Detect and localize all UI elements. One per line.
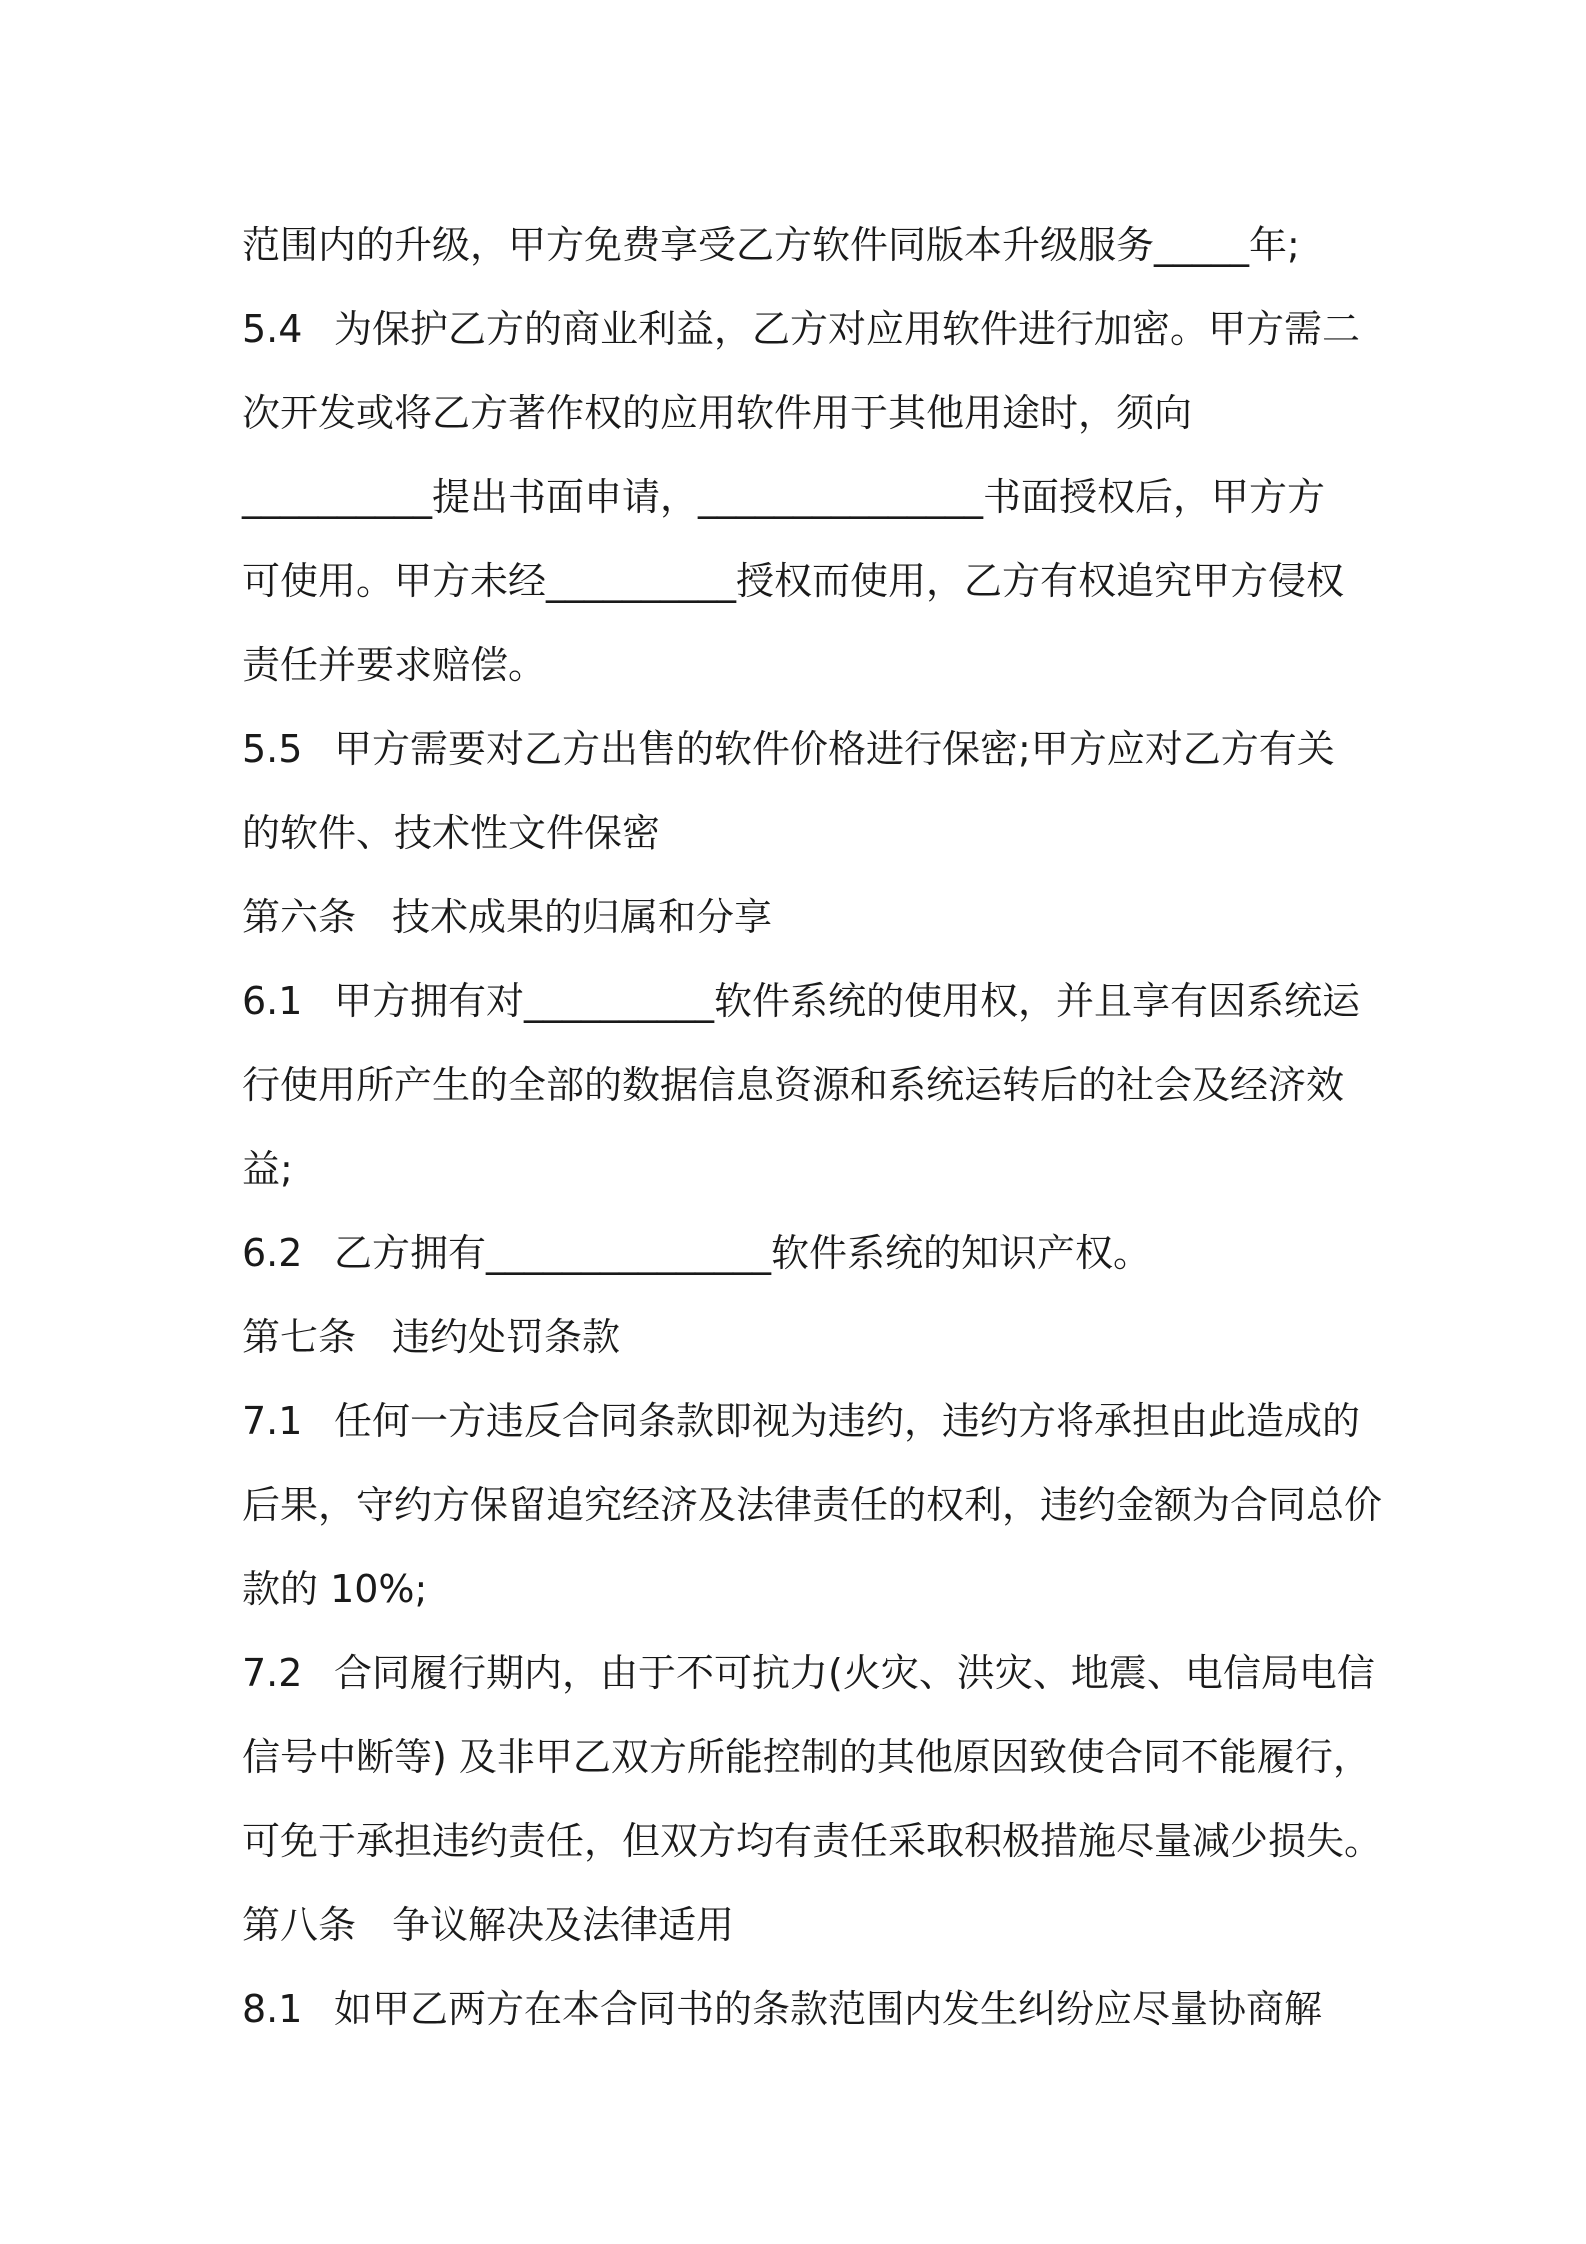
clause-6-1 [242, 959, 1362, 1043]
text-line [242, 623, 1362, 707]
line-text: __________提出书面申请，_______________书面授权后，甲方方 [242, 475, 1326, 519]
article-number: 第六条 [242, 895, 357, 939]
line-text: 信号中断等) 及非甲乙双方所能控制的其他原因致使合同不能履行， [242, 1735, 1371, 1779]
line-text: 合同履行期内，由于不可抗力(火灾、洪灾、地震、电信局电信 [334, 1651, 1375, 1695]
line-text: 为保护乙方的商业利益，乙方对应用软件进行加密。甲方需二 [334, 307, 1361, 351]
article-title: 技术成果的归属和分享 [392, 895, 773, 939]
clause-number: 5.4 [242, 307, 303, 351]
contract-text [242, 203, 1383, 2051]
clause-number: 5.5 [242, 727, 303, 771]
line-text: 任何一方违反合同条款即视为违约，违约方将承担由此造成的 [334, 1399, 1361, 1443]
line-text: 可免于承担违约责任，但双方均有责任采取积极措施尽量减少损失。 [242, 1819, 1383, 1863]
text-line [242, 1547, 1362, 1631]
line-text: 款的 10%; [242, 1567, 428, 1611]
article-heading-7 [242, 1295, 1362, 1379]
text-line [242, 1715, 1371, 1799]
article-title: 违约处罚条款 [392, 1315, 621, 1359]
clause-number: 6.1 [242, 979, 303, 1023]
line-text: 的软件、技术性文件保密 [242, 811, 661, 855]
clause-number: 7.1 [242, 1399, 303, 1443]
article-title: 争议解决及法律适用 [392, 1903, 735, 1947]
line-text: 益; [242, 1147, 293, 1191]
line-text: 责任并要求赔偿。 [242, 643, 547, 687]
clause-7-2 [242, 1631, 1375, 1715]
article-heading-6 [242, 875, 1362, 959]
line-text: 乙方拥有_______________软件系统的知识产权。 [334, 1231, 1152, 1275]
clause-7-1 [242, 1379, 1362, 1463]
line-text: 后果，守约方保留追究经济及法律责任的权利，违约金额为合同总价 [242, 1483, 1383, 1527]
line-text: 行使用所产生的全部的数据信息资源和系统运转后的社会及经济效 [242, 1063, 1345, 1107]
line-text: 如甲乙两方在本合同书的条款范围内发生纠纷应尽量协商解 [334, 1987, 1323, 2031]
clause-number: 8.1 [242, 1987, 303, 2031]
text-line [242, 539, 1362, 623]
line-text: 可使用。甲方未经__________授权而使用，乙方有权追究甲方侵权 [242, 559, 1345, 603]
line-text: 次开发或将乙方著作权的应用软件用于其他用途时，须向 [242, 391, 1193, 435]
clause-6-2 [242, 1211, 1362, 1295]
clause-5-5 [242, 707, 1362, 791]
clause-8-1 [242, 1967, 1362, 2051]
article-number: 第八条 [242, 1903, 357, 1947]
text-line [242, 1463, 1383, 1547]
article-number: 第七条 [242, 1315, 357, 1359]
clause-5-4 [242, 287, 1362, 371]
text-line [242, 371, 1362, 455]
text-line [242, 1799, 1383, 1883]
article-heading-8 [242, 1883, 1362, 1967]
text-line [242, 1127, 1362, 1211]
text-line [242, 791, 1362, 875]
clause-number: 7.2 [242, 1651, 303, 1695]
text-line [242, 455, 1362, 539]
line-text: 范围内的升级，甲方免费享受乙方软件同版本升级服务_____年; [242, 223, 1300, 267]
text-line [242, 1043, 1362, 1127]
clause-number: 6.2 [242, 1231, 303, 1275]
line-text: 甲方需要对乙方出售的软件价格进行保密;甲方应对乙方有关 [334, 727, 1335, 771]
text-line [242, 203, 1362, 287]
line-text: 甲方拥有对__________软件系统的使用权，并且享有因系统运 [334, 979, 1361, 1023]
